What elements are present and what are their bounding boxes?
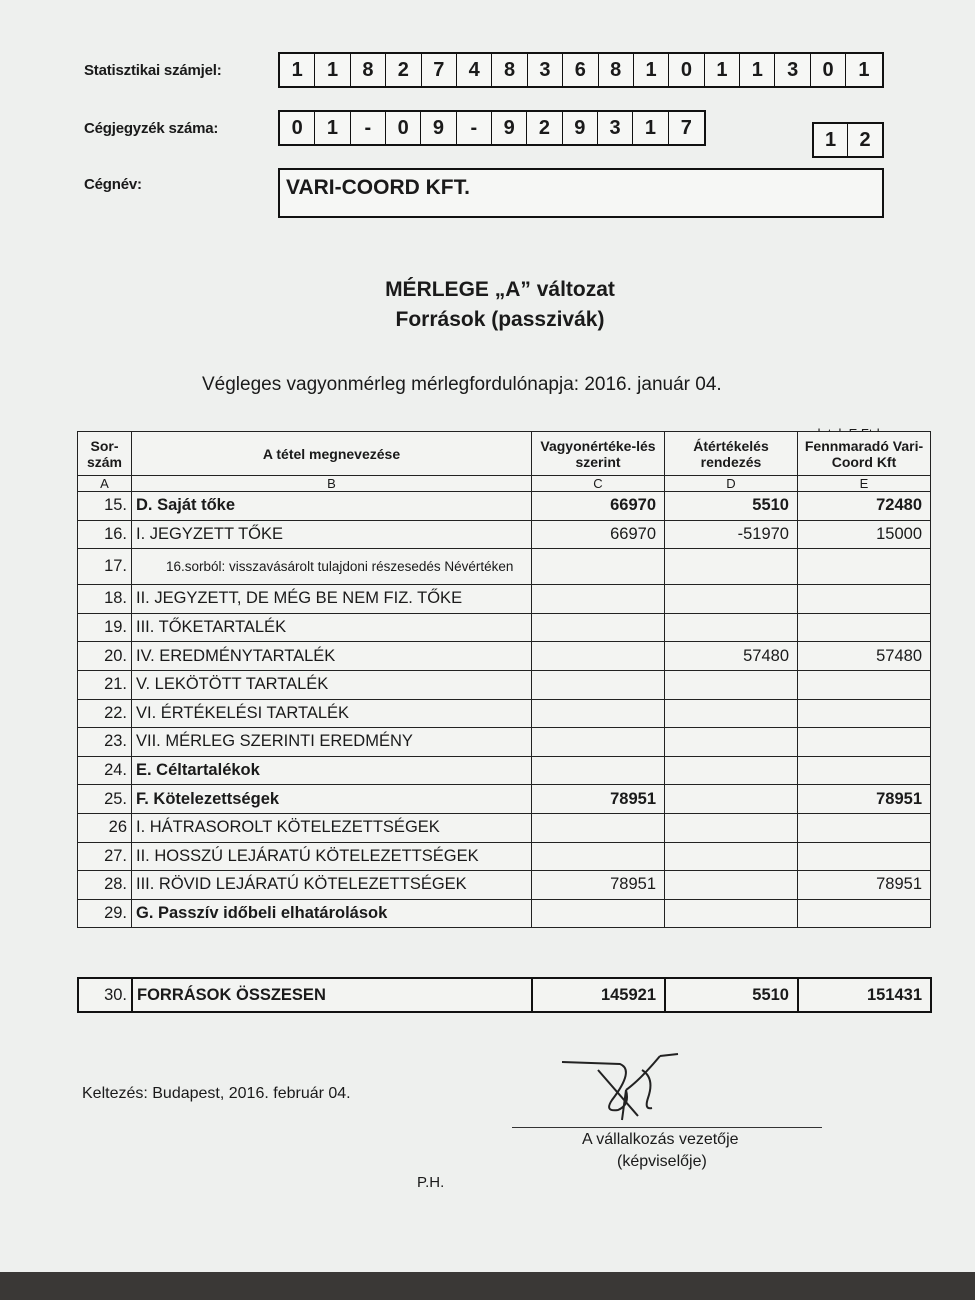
table-row (78, 585, 931, 614)
row-valuation (532, 813, 665, 842)
company-name-field: VARI-COORD KFT. (278, 168, 884, 218)
row-valuation (532, 549, 665, 585)
table-row (78, 642, 931, 671)
row-number: 23. (78, 728, 132, 757)
row-revaluation (665, 585, 798, 614)
row-name: II. HOSSZÚ LEJÁRATÚ KÖTELEZETTSÉGEK (132, 842, 532, 871)
stat-number-digit: 0 (669, 54, 704, 86)
row-remaining: 15000 (798, 520, 931, 549)
table-row (78, 549, 931, 585)
row-name: IV. EREDMÉNYTARTALÉK (132, 642, 532, 671)
row-number: 27. (78, 842, 132, 871)
row-revaluation: 5510 (665, 492, 798, 521)
row-name: II. JEGYZETT, DE MÉG BE NEM FIZ. TŐKE (132, 585, 532, 614)
row-revaluation (665, 842, 798, 871)
row-revaluation: 57480 (665, 642, 798, 671)
header-item-name: A tétel megnevezése (132, 432, 532, 476)
row-valuation (532, 642, 665, 671)
registry-extra-boxes (812, 122, 884, 158)
letter-a: A (78, 476, 132, 492)
table-row (78, 785, 931, 814)
row-name: I. JEGYZETT TŐKE (132, 520, 532, 549)
row-number: 26 (78, 813, 132, 842)
row-valuation (532, 899, 665, 928)
total-row (78, 978, 931, 1012)
row-number: 20. (78, 642, 132, 671)
row-valuation (532, 699, 665, 728)
total-remaining: 151431 (798, 978, 931, 1012)
row-number: 24. (78, 756, 132, 785)
row-valuation (532, 756, 665, 785)
row-name: E. Céltartalékok (132, 756, 532, 785)
stat-number-label: Statisztikai számjel: (84, 62, 222, 79)
table-row (78, 899, 931, 928)
row-remaining: 78951 (798, 785, 931, 814)
row-remaining: 72480 (798, 492, 931, 521)
document-title: MÉRLEGE „A” változat (385, 278, 615, 301)
row-valuation (532, 585, 665, 614)
stat-number-digit: 4 (457, 54, 492, 86)
row-number: 25. (78, 785, 132, 814)
row-revaluation (665, 670, 798, 699)
row-number: 28. (78, 871, 132, 900)
row-number: 18. (78, 585, 132, 614)
stat-number-digit: 8 (599, 54, 634, 86)
table-row (78, 520, 931, 549)
row-number: 15. (78, 492, 132, 521)
row-name: III. TŐKETARTALÉK (132, 613, 532, 642)
signature-image (560, 1050, 690, 1130)
row-valuation (532, 728, 665, 757)
row-revaluation (665, 728, 798, 757)
row-number: 29. (78, 899, 132, 928)
signer-subtitle: (képviselője) (617, 1153, 707, 1170)
document-subtitle-heading: Források (passzivák) (395, 308, 605, 331)
row-revaluation (665, 785, 798, 814)
row-name: G. Passzív időbeli elhatárolások (132, 899, 532, 928)
stat-number-digit: 1 (740, 54, 775, 86)
balance-date-line: Végleges vagyonmérleg mérlegfordulónapja: 2016. január 04. (202, 374, 722, 395)
stat-number-boxes (278, 52, 884, 88)
date-line: Keltezés: Budapest, 2016. február 04. (82, 1085, 351, 1102)
table-row (78, 756, 931, 785)
registry-number-digit: 9 (492, 112, 527, 144)
row-remaining (798, 613, 931, 642)
row-number: 17. (78, 549, 132, 585)
stat-number-digit: 8 (351, 54, 386, 86)
header-remaining: Fennmaradó Vari-Coord Kft (798, 432, 931, 476)
table-row (78, 813, 931, 842)
row-remaining (798, 728, 931, 757)
balance-table (77, 431, 931, 928)
registry-number-digit: 0 (386, 112, 421, 144)
registry-number-digit: - (457, 112, 492, 144)
row-number: 22. (78, 699, 132, 728)
registry-extra-digit: 1 (814, 124, 848, 156)
stat-number-digit: 1 (858, 58, 870, 81)
table-header-row (78, 432, 931, 476)
row-valuation (532, 842, 665, 871)
row-revaluation (665, 549, 798, 585)
row-valuation (532, 613, 665, 642)
row-name: III. RÖVID LEJÁRATÚ KÖTELEZETTSÉGEK (132, 871, 532, 900)
stat-number-digit: 8 (492, 54, 527, 86)
row-remaining (798, 899, 931, 928)
stat-number-digit: 3 (775, 54, 810, 86)
row-number: 19. (78, 613, 132, 642)
row-valuation: 66970 (532, 492, 665, 521)
header-valuation: Vagyonértéke-lés szerint (532, 432, 665, 476)
row-number: 16. (78, 520, 132, 549)
row-valuation: 78951 (532, 871, 665, 900)
row-remaining (798, 699, 931, 728)
row-revaluation (665, 613, 798, 642)
total-table (77, 977, 932, 1013)
table-row (78, 728, 931, 757)
registry-number-digit: 9 (563, 112, 598, 144)
row-name: D. Saját tőke (132, 492, 532, 521)
registry-number-digit: 3 (598, 112, 633, 144)
row-remaining (798, 585, 931, 614)
table-row (78, 492, 931, 521)
row-name: 16.sorból: visszavásárolt tulajdoni részesedés Névértéken (132, 549, 532, 585)
row-remaining (798, 549, 931, 585)
total-valuation: 145921 (532, 978, 665, 1012)
stat-number-digit: 1 (705, 54, 740, 86)
row-valuation: 78951 (532, 785, 665, 814)
header-row-number: Sor-szám (78, 432, 132, 476)
row-revaluation (665, 899, 798, 928)
row-revaluation (665, 756, 798, 785)
letter-d: D (665, 476, 798, 492)
row-name: F. Kötelezettségek (132, 785, 532, 814)
row-number: 21. (78, 670, 132, 699)
row-revaluation: -51970 (665, 520, 798, 549)
company-name-label: Cégnév: (84, 176, 142, 193)
registry-number-digit: 2 (527, 112, 562, 144)
registry-number-digit: 1 (315, 112, 350, 144)
registry-number-boxes (278, 110, 706, 146)
registry-number-digit: 0 (280, 112, 315, 144)
total-row-name: FORRÁSOK ÖSSZESEN (132, 978, 532, 1012)
row-name: I. HÁTRASOROLT KÖTELEZETTSÉGEK (132, 813, 532, 842)
row-remaining (798, 756, 931, 785)
letter-e: E (798, 476, 931, 492)
row-valuation: 66970 (532, 520, 665, 549)
stat-number-digit: 7 (422, 54, 457, 86)
registry-number-digit: 1 (633, 112, 668, 144)
row-name: V. LEKÖTÖTT TARTALÉK (132, 670, 532, 699)
signature-line (512, 1127, 822, 1128)
row-revaluation (665, 699, 798, 728)
row-name: VI. ÉRTÉKELÉSI TARTALÉK (132, 699, 532, 728)
row-remaining (798, 842, 931, 871)
row-remaining (798, 813, 931, 842)
stat-number-digit: 2 (386, 54, 421, 86)
stat-number-digit: 1 (634, 54, 669, 86)
table-row (78, 871, 931, 900)
registry-extra-digit: 2 (859, 128, 871, 151)
total-row-number: 30. (78, 978, 132, 1012)
registry-number-digit: 7 (680, 116, 692, 139)
seal-placeholder: P.H. (417, 1174, 445, 1191)
row-remaining: 78951 (798, 871, 931, 900)
row-remaining: 57480 (798, 642, 931, 671)
stat-number-digit: 1 (315, 54, 350, 86)
table-row (78, 613, 931, 642)
row-revaluation (665, 813, 798, 842)
letter-c: C (532, 476, 665, 492)
row-valuation (532, 670, 665, 699)
letter-b: B (132, 476, 532, 492)
total-revaluation: 5510 (665, 978, 798, 1012)
registry-number-digit: - (351, 112, 386, 144)
table-row (78, 842, 931, 871)
stat-number-digit: 1 (280, 54, 315, 86)
table-letter-row (78, 476, 931, 492)
stat-number-digit: 6 (563, 54, 598, 86)
row-name: VII. MÉRLEG SZERINTI EREDMÉNY (132, 728, 532, 757)
row-remaining (798, 670, 931, 699)
registry-number-label: Cégjegyzék száma: (84, 120, 219, 137)
table-row (78, 670, 931, 699)
signer-title: A vállalkozás vezetője (582, 1131, 739, 1148)
table-row (78, 699, 931, 728)
header-revaluation: Átértékelés rendezés (665, 432, 798, 476)
row-revaluation (665, 871, 798, 900)
registry-number-digit: 9 (421, 112, 456, 144)
stat-number-digit: 3 (528, 54, 563, 86)
stat-number-digit: 0 (811, 54, 846, 86)
